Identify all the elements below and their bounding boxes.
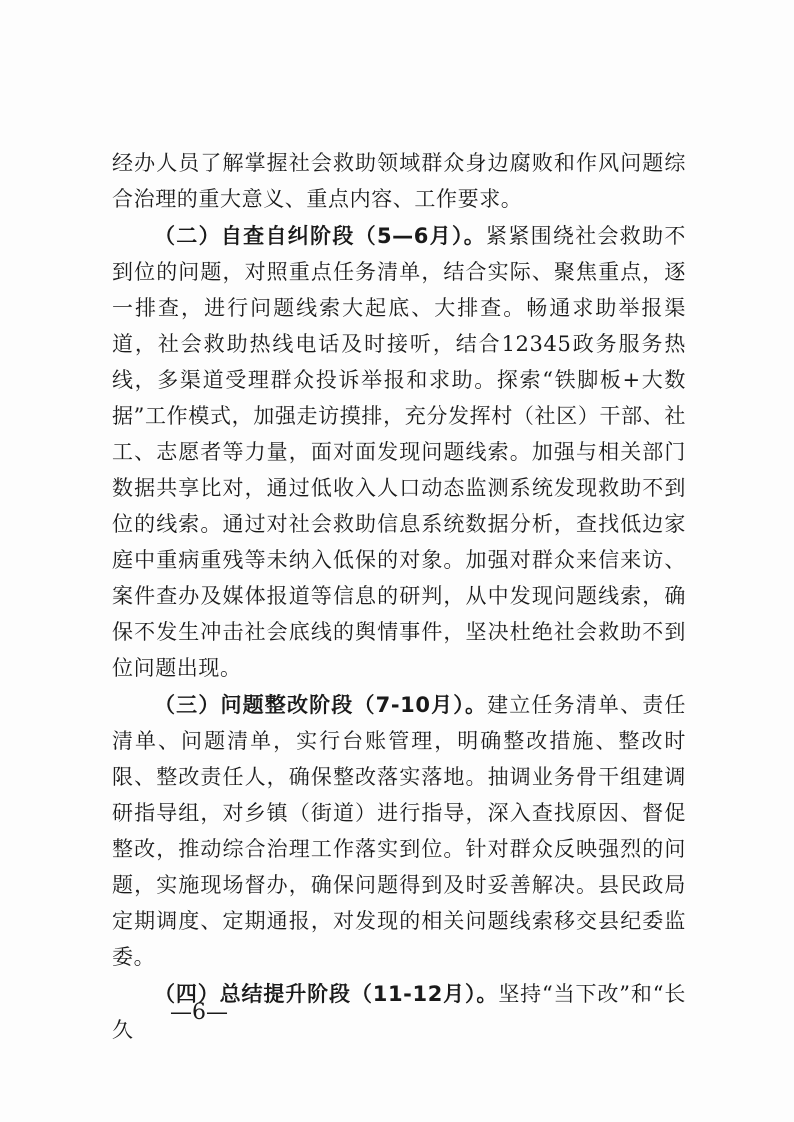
document-body [112, 145, 686, 1049]
paragraph-text: 经办人员了解掌握社会救助领域群众身边腐败和作风问题综合治理的重大意义、重点内容、工作要求。 [112, 151, 686, 211]
paragraph-text: 坚持“当下改”和“长久 [112, 982, 686, 1042]
section-heading: （二）自查自纠阶段（5—6月）。 [154, 224, 487, 248]
page-number: —6— [170, 1000, 228, 1025]
paragraph-text: 建立任务清单、责任清单、问题清单，实行台账管理，明确整改措施、整改时限、整改责任人，确保整改落实落地。抽调业务骨干组建调研指导组，对乡镇（街道）进行指导，深入查找原因、督促整改，推动综合治理工作落实到位。针对群众反映强烈的问题，实施现场督办，确保问题得到及时妥善解决。县民政局定期调度、定期通报，对发现的相关问题线索移交县纪委监委。 [112, 693, 686, 969]
paragraph-stage-2 [112, 218, 686, 686]
section-heading: （四）总结提升阶段（11-12月）。 [154, 982, 499, 1006]
paragraph-continuation [112, 145, 686, 217]
paragraph-text: 紧紧围绕社会救助不到位的问题，对照重点任务清单，结合实际、聚焦重点，逐一排查，进行问题线索大起底、大排查。畅通求助举报渠道，社会救助热线电话及时接听，结合12345政务服务热线，多渠道受理群众投诉举报和求助。探索“铁脚板+大数据”工作模式，加强走访摸排，充分发挥村（社区）干部、社工、志愿者等力量，面对面发现问题线索。加强与相关部门数据共享比对，通过低收入人口动态监测系统发现救助不到位的线索。通过对社会救助信息系统数据分析，查找低边家庭中重病重残等未纳入低保的对象。加强对群众来信来访、案件查办及媒体报道等信息的研判，从中发现问题线索，确保不发生冲击社会底线的舆情事件，坚决杜绝社会救助不到位问题出现。 [112, 224, 686, 680]
paragraph-stage-3 [112, 687, 686, 975]
section-heading: （三）问题整改阶段（7-10月）。 [154, 693, 488, 717]
